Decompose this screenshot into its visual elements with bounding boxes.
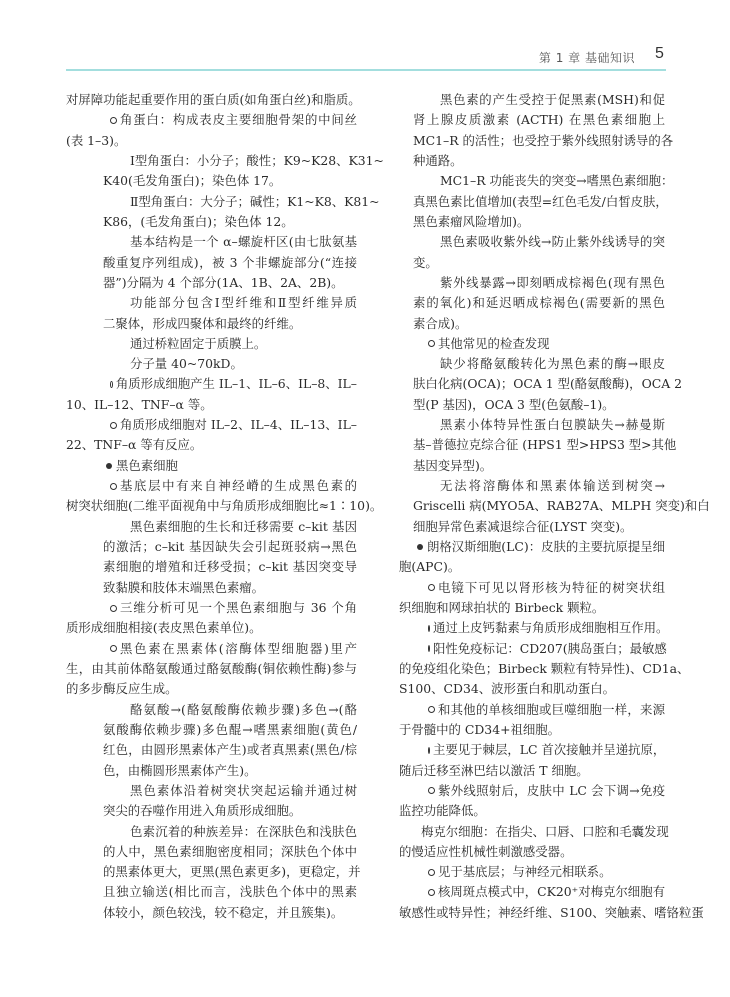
text-line bbox=[413, 293, 665, 313]
text-line bbox=[399, 801, 665, 821]
line-text: Ⅱ型角蛋白：大分子；碱性；K1~K8、K81~ bbox=[130, 193, 380, 209]
text-line bbox=[428, 781, 665, 801]
text-line bbox=[130, 192, 380, 212]
text-line bbox=[130, 151, 384, 171]
line-text: 肤白化病(OCA)；OCA 1 型(酪氨酸酶)，OCA 2 bbox=[413, 376, 682, 392]
text-line bbox=[103, 903, 357, 923]
text-line bbox=[428, 578, 665, 598]
line-text: 电镜下可见以肾形核为特征的树突状组 bbox=[438, 579, 665, 595]
line-text: 质形成细胞相接(表皮黑色素单位)。 bbox=[66, 620, 262, 636]
text-line bbox=[417, 537, 665, 557]
text-line bbox=[103, 537, 357, 557]
line-text: 织细胞和网球拍状的 Birbeck 颗粒。 bbox=[399, 600, 605, 615]
text-line bbox=[130, 700, 357, 720]
text-line bbox=[428, 882, 665, 902]
line-text: 10、IL–12、TNF–α 等。 bbox=[66, 396, 213, 412]
line-text: 核周斑点模式中，CK20⁺对梅克尔细胞有 bbox=[438, 884, 665, 900]
text-line bbox=[103, 740, 357, 760]
text-line bbox=[440, 415, 665, 435]
line-text: 酪氨酸→(酪氨酸酶依赖步骤)多色→(酪 bbox=[130, 701, 357, 717]
text-line bbox=[103, 761, 357, 781]
circle-bullet-icon bbox=[110, 422, 117, 429]
line-text: 变。 bbox=[413, 254, 438, 270]
text-line bbox=[66, 395, 357, 415]
line-text: 角质形成细胞对 IL–2、IL–4、IL–13、IL– bbox=[120, 417, 357, 433]
line-text: 基本结构是一个 α–螺旋杆区(由七肽氨基 bbox=[130, 234, 357, 250]
line-text: 且独立输送(相比而言，浅肤色个体中的黑素 bbox=[103, 884, 357, 900]
text-line bbox=[110, 639, 357, 659]
line-text: 素细胞的增殖和迁移受损；c–kit 基因突变导 bbox=[103, 559, 357, 575]
line-text: (表 1–3)。 bbox=[66, 132, 127, 148]
circle-bullet-icon bbox=[428, 869, 435, 876]
text-line bbox=[66, 496, 383, 516]
text-line bbox=[440, 232, 665, 252]
line-text: 通过桥粒固定于质膜上。 bbox=[130, 335, 267, 351]
text-line bbox=[130, 822, 357, 842]
text-line bbox=[440, 90, 665, 110]
line-text: 三维分析可见一个黑色素细胞与 36 个角 bbox=[120, 600, 357, 615]
line-text: 黑色素细胞 bbox=[116, 457, 178, 473]
text-line bbox=[103, 212, 357, 232]
line-text: 分子量 40~70kD。 bbox=[130, 356, 243, 372]
line-text: Griscelli 病(MYO5A、RAB27A、MLPH 突变)和白 bbox=[413, 498, 710, 514]
text-line bbox=[130, 354, 357, 374]
text-line bbox=[413, 253, 665, 273]
text-line bbox=[413, 151, 665, 171]
line-text: 肾上腺皮质激素 (ACTH) 在黑色素细胞上 bbox=[413, 112, 665, 128]
text-line bbox=[110, 110, 357, 130]
text-line bbox=[417, 822, 669, 842]
text-line bbox=[413, 435, 677, 455]
filled-bullet-icon bbox=[417, 544, 423, 550]
text-line bbox=[440, 476, 665, 496]
line-text: 基因变异型)。 bbox=[413, 457, 493, 473]
text-line bbox=[103, 882, 357, 902]
text-line bbox=[413, 374, 682, 394]
text-line bbox=[66, 435, 357, 455]
text-line bbox=[413, 212, 665, 232]
text-line bbox=[103, 862, 361, 882]
text-line bbox=[66, 679, 357, 699]
line-text: K40(毛发角蛋白)；染色体 17。 bbox=[103, 173, 282, 189]
text-line bbox=[110, 374, 357, 394]
text-line bbox=[130, 334, 357, 354]
text-line bbox=[103, 557, 357, 577]
text-line bbox=[110, 598, 357, 618]
text-line bbox=[103, 801, 357, 821]
line-text: 酸重复序列组成)，被 3 个非螺旋部分(“连接 bbox=[103, 254, 357, 270]
line-text: 体较小，颜色较浅，较不稳定，并且簇集)。 bbox=[103, 904, 344, 920]
line-text: 22、TNF–α 等有反应。 bbox=[66, 437, 203, 453]
line-text: 的免疫组化染色；Birbeck 颗粒有特异性)、CD1a、 bbox=[399, 660, 690, 676]
line-text: 的黑素体更大，更黑(黑色素更多)，更稳定，并 bbox=[103, 864, 361, 880]
line-text: 的多步酶反应生成。 bbox=[66, 681, 178, 697]
line-text: 的人中，黑色素细胞密度相同；深肤色个体中 bbox=[103, 843, 357, 859]
text-line bbox=[103, 171, 357, 191]
line-text: 和其他的单核细胞或巨噬细胞一样，来源 bbox=[438, 701, 665, 717]
line-text: 红色，由圆形黑素体产生)或者真黑素(黑色/棕 bbox=[103, 742, 357, 758]
text-line bbox=[413, 517, 665, 537]
text-line bbox=[103, 314, 357, 334]
circle-bullet-icon bbox=[110, 381, 113, 388]
line-text: 紫外线暴露→即刻晒成棕褐色(现有黑色 bbox=[440, 274, 665, 290]
text-line bbox=[66, 618, 357, 638]
line-text: 二聚体，形成四聚体和最终的纤维。 bbox=[103, 315, 302, 331]
line-text: 器”)分隔为 4 个部分(1A、1B、2A、2B)。 bbox=[103, 274, 344, 290]
text-line bbox=[428, 740, 665, 760]
line-text: K86，(毛发角蛋白)；染色体 12。 bbox=[103, 213, 294, 229]
circle-bullet-icon bbox=[110, 605, 117, 612]
line-text: 缺少将酪氨酸转化为黑色素的酶→眼皮 bbox=[440, 356, 665, 372]
text-line bbox=[428, 618, 669, 638]
text-line bbox=[440, 171, 674, 191]
line-text: 致黏膜和肢体末端黑色素瘤。 bbox=[103, 579, 265, 595]
line-text: 监控功能降低。 bbox=[399, 803, 486, 819]
line-text: 紫外线照射后，皮肤中 LC 会下调→免疫 bbox=[438, 782, 665, 798]
text-line bbox=[428, 334, 665, 354]
text-line bbox=[399, 598, 665, 618]
line-text: 色素沉着的种族差异：在深肤色和浅肤色 bbox=[130, 823, 357, 839]
line-text: 见于基底层；与神经元相联系。 bbox=[438, 864, 612, 880]
page-number: 5 bbox=[655, 45, 664, 62]
text-line bbox=[103, 273, 357, 293]
text-line bbox=[428, 639, 665, 659]
text-line bbox=[103, 720, 357, 740]
line-text: 阳性免疫标记：CD207(胰岛蛋白；最敏感 bbox=[433, 640, 667, 656]
text-line bbox=[413, 456, 665, 476]
line-text: 黑色素体沿着树突状突起运输并通过树 bbox=[130, 782, 357, 798]
line-text: 黑色素在黑素体(溶酶体型细胞器)里产 bbox=[120, 640, 357, 656]
line-text: 基–普德拉克综合征 (HPS1 型>HPS3 型>其他 bbox=[413, 437, 677, 453]
text-line bbox=[413, 131, 674, 151]
text-line bbox=[130, 781, 357, 801]
line-text: 树突状细胞(二维平面视角中与角质形成细胞比≈1∶10)。 bbox=[66, 498, 383, 514]
header-rule bbox=[66, 69, 666, 71]
line-text: 黑色素吸收紫外线→防止紫外线诱导的突 bbox=[440, 234, 665, 250]
line-text: 色，由椭圆形黑素体产生)。 bbox=[103, 762, 257, 778]
line-text: 敏感性或特异性；神经纤维、S100、突触素、嗜铬粒蛋 bbox=[399, 904, 704, 920]
filled-bullet-icon bbox=[106, 463, 112, 469]
circle-bullet-icon bbox=[428, 787, 435, 794]
text-line bbox=[440, 273, 665, 293]
line-text: 对屏障功能起重要作用的蛋白质(如角蛋白丝)和脂质。 bbox=[66, 92, 361, 107]
line-text: MC1–R 功能丧失的突变→嗜黑色素细胞： bbox=[440, 173, 674, 189]
text-line bbox=[413, 110, 665, 130]
circle-bullet-icon bbox=[428, 340, 435, 347]
text-line bbox=[399, 720, 665, 740]
text-line bbox=[399, 679, 665, 699]
line-text: 氨酸酶依赖步骤)多色醌→嗜黑素细胞(黄色/ bbox=[103, 721, 357, 737]
line-text: 胞(APC)。 bbox=[399, 559, 461, 575]
text-line bbox=[413, 395, 665, 415]
text-line bbox=[399, 557, 665, 577]
line-text: 真黑色素比值增加(表型=红色毛发/白皙皮肤， bbox=[413, 193, 668, 209]
chapter-title: 第 1 章 基础知识 bbox=[538, 51, 635, 65]
line-text: 黑素小体特异性蛋白包膜缺失→赫曼斯 bbox=[440, 417, 665, 433]
line-text: 生，由其前体酪氨酸通过酪氨酸酶(铜依赖性酶)参与 bbox=[66, 660, 357, 676]
text-line bbox=[399, 659, 690, 679]
line-text: 主要见于棘层，LC 首次接触并呈递抗原， bbox=[433, 742, 666, 758]
circle-bullet-icon bbox=[428, 747, 430, 754]
text-line bbox=[399, 903, 704, 923]
text-line bbox=[428, 862, 665, 882]
line-text: 其他常见的检查发现 bbox=[438, 335, 550, 351]
line-text: 于骨髓中的 CD34+祖细胞。 bbox=[399, 721, 561, 737]
line-text: 素的氧化)和延迟晒成棕褐色(需要新的黑色 bbox=[413, 295, 665, 311]
circle-bullet-icon bbox=[428, 584, 435, 591]
line-text: 黑色素瘤风险增加)。 bbox=[413, 213, 530, 229]
line-text: 细胞异常色素减退综合征(LYST 突变)。 bbox=[413, 518, 633, 534]
line-text: 种通路。 bbox=[413, 152, 463, 168]
line-text: 黑色素的产生受控于促黑素(MSH)和促 bbox=[440, 92, 665, 107]
line-text: MC1–R 的活性；也受控于紫外线照射诱导的各 bbox=[413, 132, 674, 148]
line-text: 角蛋白：构成表皮主要细胞骨架的中间丝 bbox=[120, 112, 357, 128]
circle-bullet-icon bbox=[110, 117, 117, 124]
text-line bbox=[66, 659, 357, 679]
text-line bbox=[440, 354, 665, 374]
line-text: S100、CD34、波形蛋白和肌动蛋白。 bbox=[399, 681, 616, 697]
line-text: 基底层中有来自神经嵴的生成黑色素的 bbox=[120, 478, 357, 494]
line-text: 功能部分包含Ⅰ型纤维和Ⅱ型纤维异质 bbox=[130, 295, 357, 311]
line-text: 角质形成细胞产生 IL–1、IL–6、IL–8、IL– bbox=[115, 376, 357, 392]
line-text: 朗格汉斯细胞(LC)：皮肤的主要抗原提呈细 bbox=[426, 539, 665, 555]
line-text: 的慢适应性机械性刺激感受器。 bbox=[399, 843, 573, 859]
text-line bbox=[130, 232, 357, 252]
text-line bbox=[428, 700, 665, 720]
text-line bbox=[130, 293, 357, 313]
circle-bullet-icon bbox=[110, 483, 117, 490]
line-text: 无法将溶酶体和黑素体输送到树突→ bbox=[440, 478, 665, 494]
text-line bbox=[106, 456, 357, 476]
text-line bbox=[103, 253, 357, 273]
text-line bbox=[110, 476, 357, 496]
circle-bullet-icon bbox=[428, 645, 430, 652]
text-line bbox=[66, 90, 361, 110]
text-line bbox=[413, 496, 710, 516]
line-text: 随后迁移至淋巴结以激活 T 细胞。 bbox=[399, 762, 589, 778]
text-line bbox=[413, 314, 665, 334]
line-text: 通过上皮钙黏素与角质形成细胞相互作用。 bbox=[433, 620, 669, 636]
text-line bbox=[110, 415, 357, 435]
text-line bbox=[399, 761, 665, 781]
line-text: 梅克尔细胞：在指尖、口唇、口腔和毛囊发现 bbox=[421, 823, 669, 839]
circle-bullet-icon bbox=[428, 625, 430, 632]
text-line bbox=[399, 842, 665, 862]
line-text: 型(P 基因)，OCA 3 型(色氨酸–1)。 bbox=[413, 396, 615, 412]
line-text: 黑色素细胞的生长和迁移需要 c–kit 基因 bbox=[130, 518, 357, 534]
line-text: Ⅰ型角蛋白：小分子；酸性；K9~K28、K31~ bbox=[130, 152, 384, 168]
text-line bbox=[130, 517, 357, 537]
line-text: 突尖的吞噬作用进入角质形成细胞。 bbox=[103, 803, 302, 819]
circle-bullet-icon bbox=[428, 706, 435, 713]
line-text: 的激活；c–kit 基因缺失会引起斑驳病→黑色 bbox=[103, 539, 357, 555]
line-text: 素合成)。 bbox=[413, 315, 468, 331]
text-line bbox=[66, 131, 357, 151]
text-line bbox=[103, 842, 357, 862]
circle-bullet-icon bbox=[110, 645, 117, 652]
text-line bbox=[413, 192, 668, 212]
text-line bbox=[103, 578, 357, 598]
circle-bullet-icon bbox=[428, 889, 435, 896]
